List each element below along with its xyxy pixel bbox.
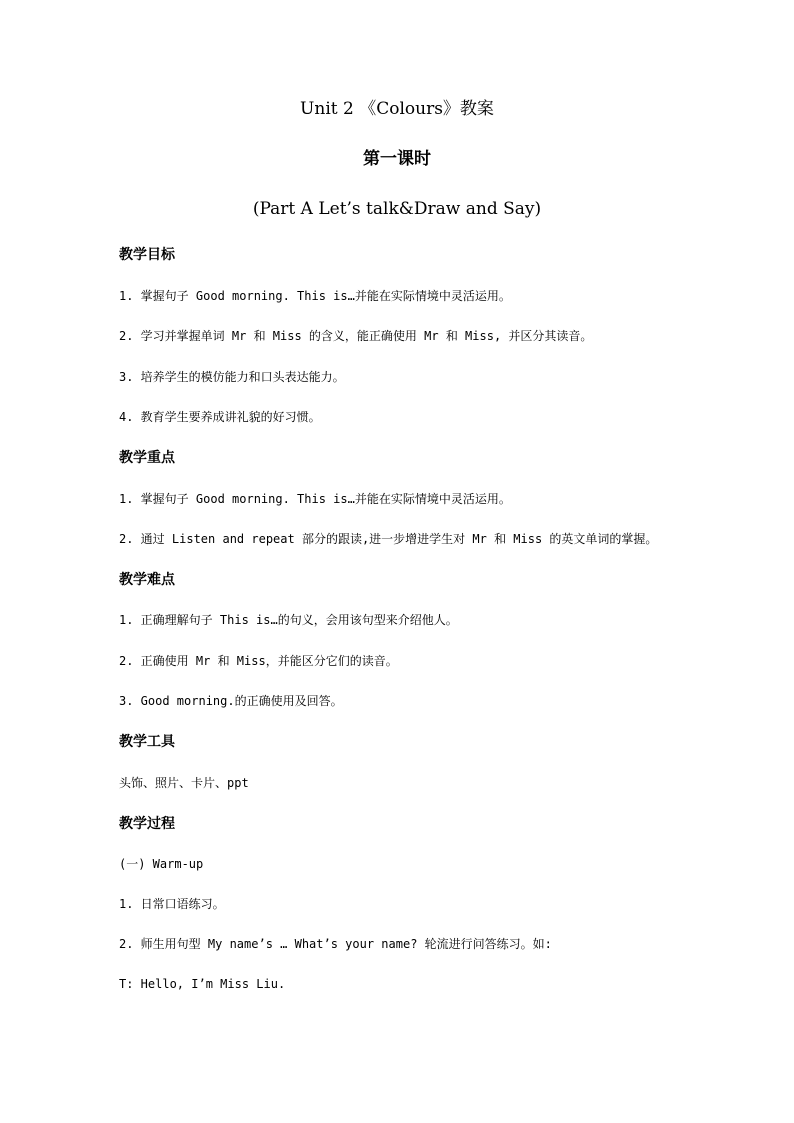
process-item: (一) Warm-up — [119, 857, 204, 871]
tools-heading: 教学工具 — [119, 734, 175, 750]
difficulty-item: 1. 正确理解句子 This is…的句义，会用该句型来介绍他人。 — [119, 613, 458, 627]
objective-item: 3. 培养学生的模仿能力和口头表达能力。 — [119, 370, 345, 384]
objective-item: 4. 教育学生要养成讲礼貌的好习惯。 — [119, 410, 321, 424]
difficulty-item: 2. 正确使用 Mr 和 Miss，并能区分它们的读音。 — [119, 654, 398, 668]
key-points-heading: 教学重点 — [119, 450, 175, 466]
tools-text: 头饰、照片、卡片、ppt — [119, 776, 249, 790]
objective-item: 2. 学习并掌握单词 Mr 和 Miss 的含义，能正确使用 Mr 和 Miss, 并区分其读音。 — [119, 329, 593, 343]
key-point-item: 2. 通过 Listen and repeat 部分的跟读,进一步增进学生对 Mr 和 Miss 的英文单词的掌握。 — [119, 532, 658, 546]
objectives-heading: 教学目标 — [119, 247, 175, 263]
process-item: 2. 师生用句型 My name’s … What’s your name? 轮流进行问答练习。如: — [119, 937, 552, 951]
objective-item: 1. 掌握句子 Good morning. This is…并能在实际情境中灵活运用。 — [119, 289, 511, 303]
lesson-title: 第一课时 — [363, 149, 431, 169]
process-heading: 教学过程 — [119, 816, 175, 832]
process-item: 1. 日常口语练习。 — [119, 897, 225, 911]
key-point-item: 1. 掌握句子 Good morning. This is…并能在实际情境中灵活运用。 — [119, 492, 511, 506]
document-title: Unit 2 《Colours》教案 — [300, 99, 494, 119]
difficulty-item: 3. Good morning.的正确使用及回答。 — [119, 694, 343, 708]
part-subtitle: (Part A Let’s talk&Draw and Say) — [252, 199, 542, 219]
process-item: T: Hello, I’m Miss Liu. — [119, 977, 286, 991]
difficulties-heading: 教学难点 — [119, 572, 175, 588]
